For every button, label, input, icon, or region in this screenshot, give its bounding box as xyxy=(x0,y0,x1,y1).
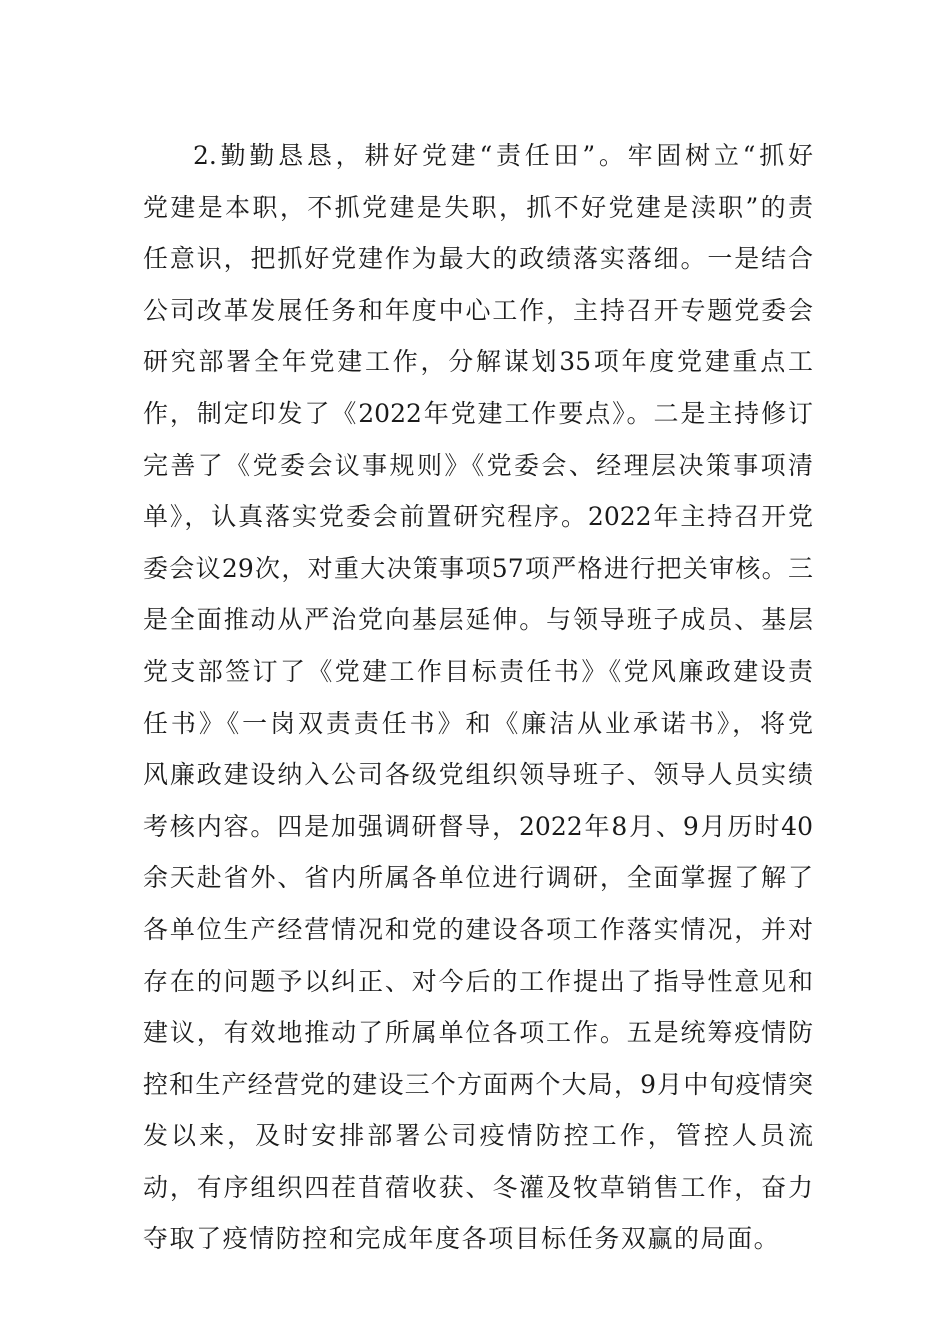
paragraph-line: 研究部署全年党建工作，分解谋划35项年度党建重点工 xyxy=(143,347,813,377)
body-paragraph xyxy=(143,130,813,1265)
paragraph-line: 建议，有效地推动了所属单位各项工作。五是统筹疫情防 xyxy=(143,1018,813,1048)
paragraph-line: 完善了《党委会议事规则》《党委会、经理层决策事项清 xyxy=(143,450,813,480)
paragraph-line: 作，制定印发了《2022年党建工作要点》。二是主持修订 xyxy=(143,398,813,428)
paragraph-line: 单》，认真落实党委会前置研究程序。2022年主持召开党 xyxy=(143,502,813,532)
paragraph-line: 控和生产经营党的建设三个方面两个大局，9月中旬疫情突 xyxy=(143,1069,813,1099)
paragraph-line: 是全面推动从严治党向基层延伸。与领导班子成员、基层 xyxy=(143,605,813,635)
paragraph-line: 2.勤勤恳恳，耕好党建“责任田”。牢固树立“抓好 xyxy=(193,141,813,170)
paragraph-line: 动，有序组织四茬苜蓿收获、冬灌及牧草销售工作，奋力 xyxy=(143,1172,813,1202)
paragraph-line: 夺取了疫情防控和完成年度各项目标任务双赢的局面。 xyxy=(143,1224,781,1254)
paragraph-line: 存在的问题予以纠正、对今后的工作提出了指导性意见和 xyxy=(143,966,813,996)
paragraph-line: 任书》《一岗双责责任书》和《廉洁从业承诺书》，将党 xyxy=(143,708,813,738)
paragraph-line: 考核内容。四是加强调研督导，2022年8月、9月历时40 xyxy=(143,811,813,841)
paragraph-line: 余天赴省外、省内所属各单位进行调研，全面掌握了解了 xyxy=(143,863,813,893)
paragraph-line: 各单位生产经营情况和党的建设各项工作落实情况，并对 xyxy=(143,914,813,944)
paragraph-line: 风廉政建设纳入公司各级党组织领导班子、领导人员实绩 xyxy=(143,760,813,790)
paragraph-line: 党建是本职，不抓党建是失职，抓不好党建是渎职”的责 xyxy=(143,192,813,222)
paragraph-line: 任意识，把抓好党建作为最大的政绩落实落细。一是结合 xyxy=(143,244,813,274)
paragraph-line: 委会议29次，对重大决策事项57项严格进行把关审核。三 xyxy=(143,553,813,583)
paragraph-line: 党支部签订了《党建工作目标责任书》《党风廉政建设责 xyxy=(143,656,813,686)
paragraph-line: 发以来，及时安排部署公司疫情防控工作，管控人员流 xyxy=(143,1121,813,1151)
paragraph-line: 公司改革发展任务和年度中心工作，主持召开专题党委会 xyxy=(143,295,813,325)
